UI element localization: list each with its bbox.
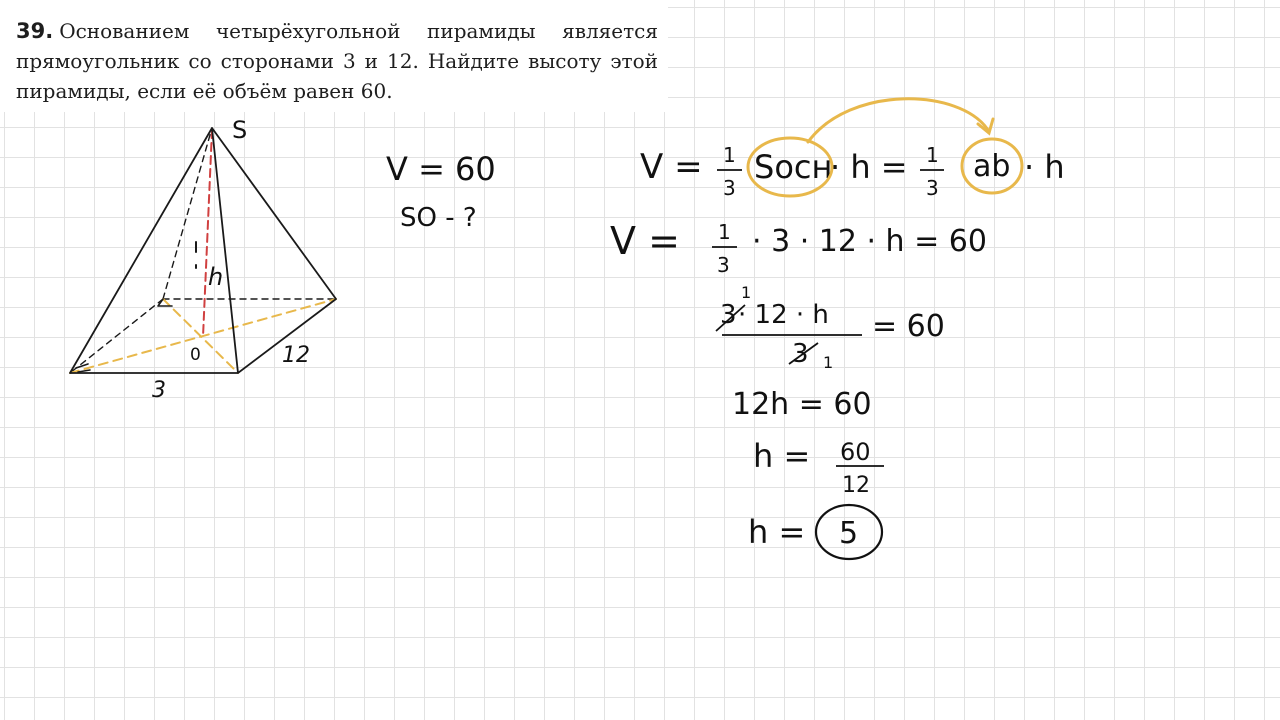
answer-value: 5 [839, 516, 859, 551]
line1-frac-den: 3 [723, 176, 736, 200]
pyramid-height-line [203, 130, 212, 337]
base-center-label: 0 [190, 345, 201, 365]
problem-number: 39. [16, 19, 54, 43]
solution-line-3 [716, 283, 945, 372]
line1-dot-h: · h = [830, 148, 908, 186]
line3-den-sub: 1 [823, 353, 834, 372]
line6-lhs: h = [748, 513, 806, 551]
given-question: SO - ? [400, 203, 477, 233]
line2-frac-den: 3 [717, 253, 730, 277]
line3-rhs: = 60 [872, 309, 945, 344]
line2-rest: · 3 · 12 · h = 60 [752, 224, 987, 259]
solution-line-6 [748, 505, 882, 559]
line3-num-3: 3 [720, 300, 737, 330]
line1-ab: ab [973, 149, 1011, 184]
solution-line-5 [753, 437, 884, 498]
line3-numer-rest: · 12 · h [738, 300, 829, 330]
line2-lhs: V = [610, 219, 680, 263]
highlight-arrow [808, 99, 988, 142]
line1-s-base: Sосн [754, 148, 833, 186]
line2-frac-num: 1 [718, 220, 731, 244]
solution-line-2 [610, 219, 987, 277]
line5-den: 12 [842, 473, 870, 498]
line1-frac2-den: 3 [926, 176, 939, 200]
line5-num: 60 [840, 438, 871, 466]
line1-frac-num: 1 [723, 143, 736, 167]
apex-label: S [232, 116, 248, 144]
solution-line-1 [640, 99, 1065, 200]
height-label: h [208, 263, 224, 291]
line3-den-3: 3 [792, 339, 809, 369]
solution-line-4: 12h = 60 [732, 387, 872, 422]
line1-tail: · h [1024, 148, 1065, 186]
line5-lhs: h = [753, 437, 811, 475]
line1-frac2-num: 1 [926, 143, 939, 167]
pyramid-figure [70, 128, 336, 373]
given-volume: V = 60 [386, 150, 496, 188]
line1-lhs: V = [640, 147, 703, 187]
line3-cancel-top: 1 [741, 283, 752, 302]
right-side-label: 12 [282, 343, 310, 368]
problem-text: Основанием четырёхугольной пирамиды является прямоугольник со сторонами 3 и 12. Найдите высоту этой пирамиды, если её объём равен 60. [16, 19, 658, 103]
front-side-label: 3 [152, 378, 166, 403]
